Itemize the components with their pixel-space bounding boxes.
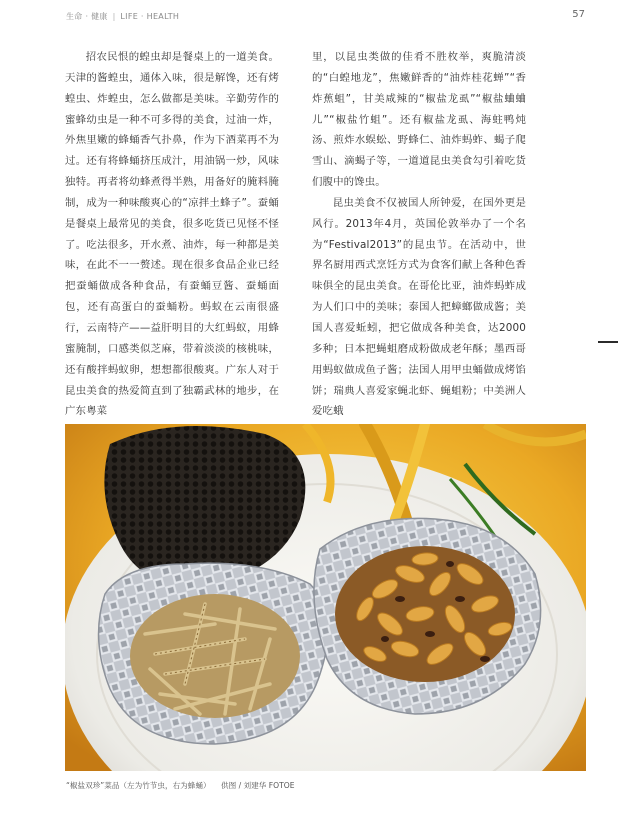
section-label-en: LIFE · HEALTH — [120, 12, 180, 21]
photo-illustration — [65, 424, 586, 771]
food-photo — [65, 424, 586, 771]
foil-bowl-left — [99, 563, 328, 744]
page-number: 57 — [572, 9, 585, 20]
caption-text: “椒盐双珍”菜品（左为竹节虫，右为蜂蛹） — [66, 781, 211, 790]
running-header — [66, 11, 179, 22]
article-column-left — [65, 47, 279, 422]
paragraph-cantonese-dishes: 里，以昆虫类做的佳肴不胜枚举，爽脆清淡的“白蝗地龙”，焦嫩鲜香的“油炸桂花蝉”“香炸蕉蛆”，甘美咸辣的“椒盐龙虱”“椒盐蛐蛐儿”“椒盐竹蛆”。还有椒盐龙虱、海蛀鸭炖汤、煎炸水蜈蚣、野蜂仁、油炸蚂蚱、蝎子爬雪山、滴蝎子等，一道道昆虫美食勾引着吃货们腹中的馋虫。 — [312, 51, 526, 189]
margin-rule — [598, 341, 618, 343]
photo-credit: 供图 / 刘建华 FOTOE — [220, 781, 295, 790]
article-column-right — [312, 47, 526, 422]
photo-caption — [66, 780, 586, 791]
paragraph-locusts-bees: 招农民恨的蝗虫却是餐桌上的一道美食。天津的酱蝗虫，通体入味，很是解馋，还有烤蝗虫、炸蝗虫，怎么做都是美味。辛勤劳作的蜜蜂幼虫是一种不可多得的美食，过油一炸，外焦里嫩的蜂蛹香气扑鼻，作为下酒菜再不为过。还有将蜂蛹挤压成汁，用油锅一炒，风味独特。再者将幼蜂煮得半熟，用备好的腌料腌制，成为一种味酸爽心的“凉拌土蜂子”。蚕蛹是餐桌上最常见的美食，很多吃货已见怪不怪了。吃法很多，开水煮、油炸，每一种都是美味，在此不一一赘述。现在很多食品企业已经把蚕蛹做成各种食品，有蚕蛹豆酱、蚕蛹面包，还有高蛋白的蚕蛹粉。蚂蚁在云南很盛行，云南特产——益肝明目的大红蚂蚁，用蜂蜜腌制，口感类似芝麻，带着淡淡的核桃味，还有酸拌蚂蚁卵，想想都很酸爽。广东人对于昆虫美食的热爱简直到了独霸武林的地步，在广东粤菜 — [65, 51, 279, 418]
paragraph-international-insects: 昆虫美食不仅被国人所钟爱，在国外更是风行。2013年4月，英国伦敦举办了一个名为“Festival2013”的昆虫节。在活动中，世界名厨用西式烹饪方式为食客们献上各种色香味俱全的昆虫美食。在哥伦比亚，油炸蚂蚱成为人们口中的美味；泰国人把蟑螂做成酱；美国人喜爱蚯蚓，把它做成各种美食，达2000多种；日本把蝇蛆磨成粉做成老年酥；墨西哥用蚂蚁做成鱼子酱；法国人用甲虫蛹做成烤馅饼；瑞典人喜爱家蝇北虾、蝇蛆粉；中美洲人爱吃蛾 — [312, 196, 526, 418]
section-label-cn: 生命 · 健康 — [66, 12, 108, 21]
header-separator: | — [112, 12, 116, 21]
